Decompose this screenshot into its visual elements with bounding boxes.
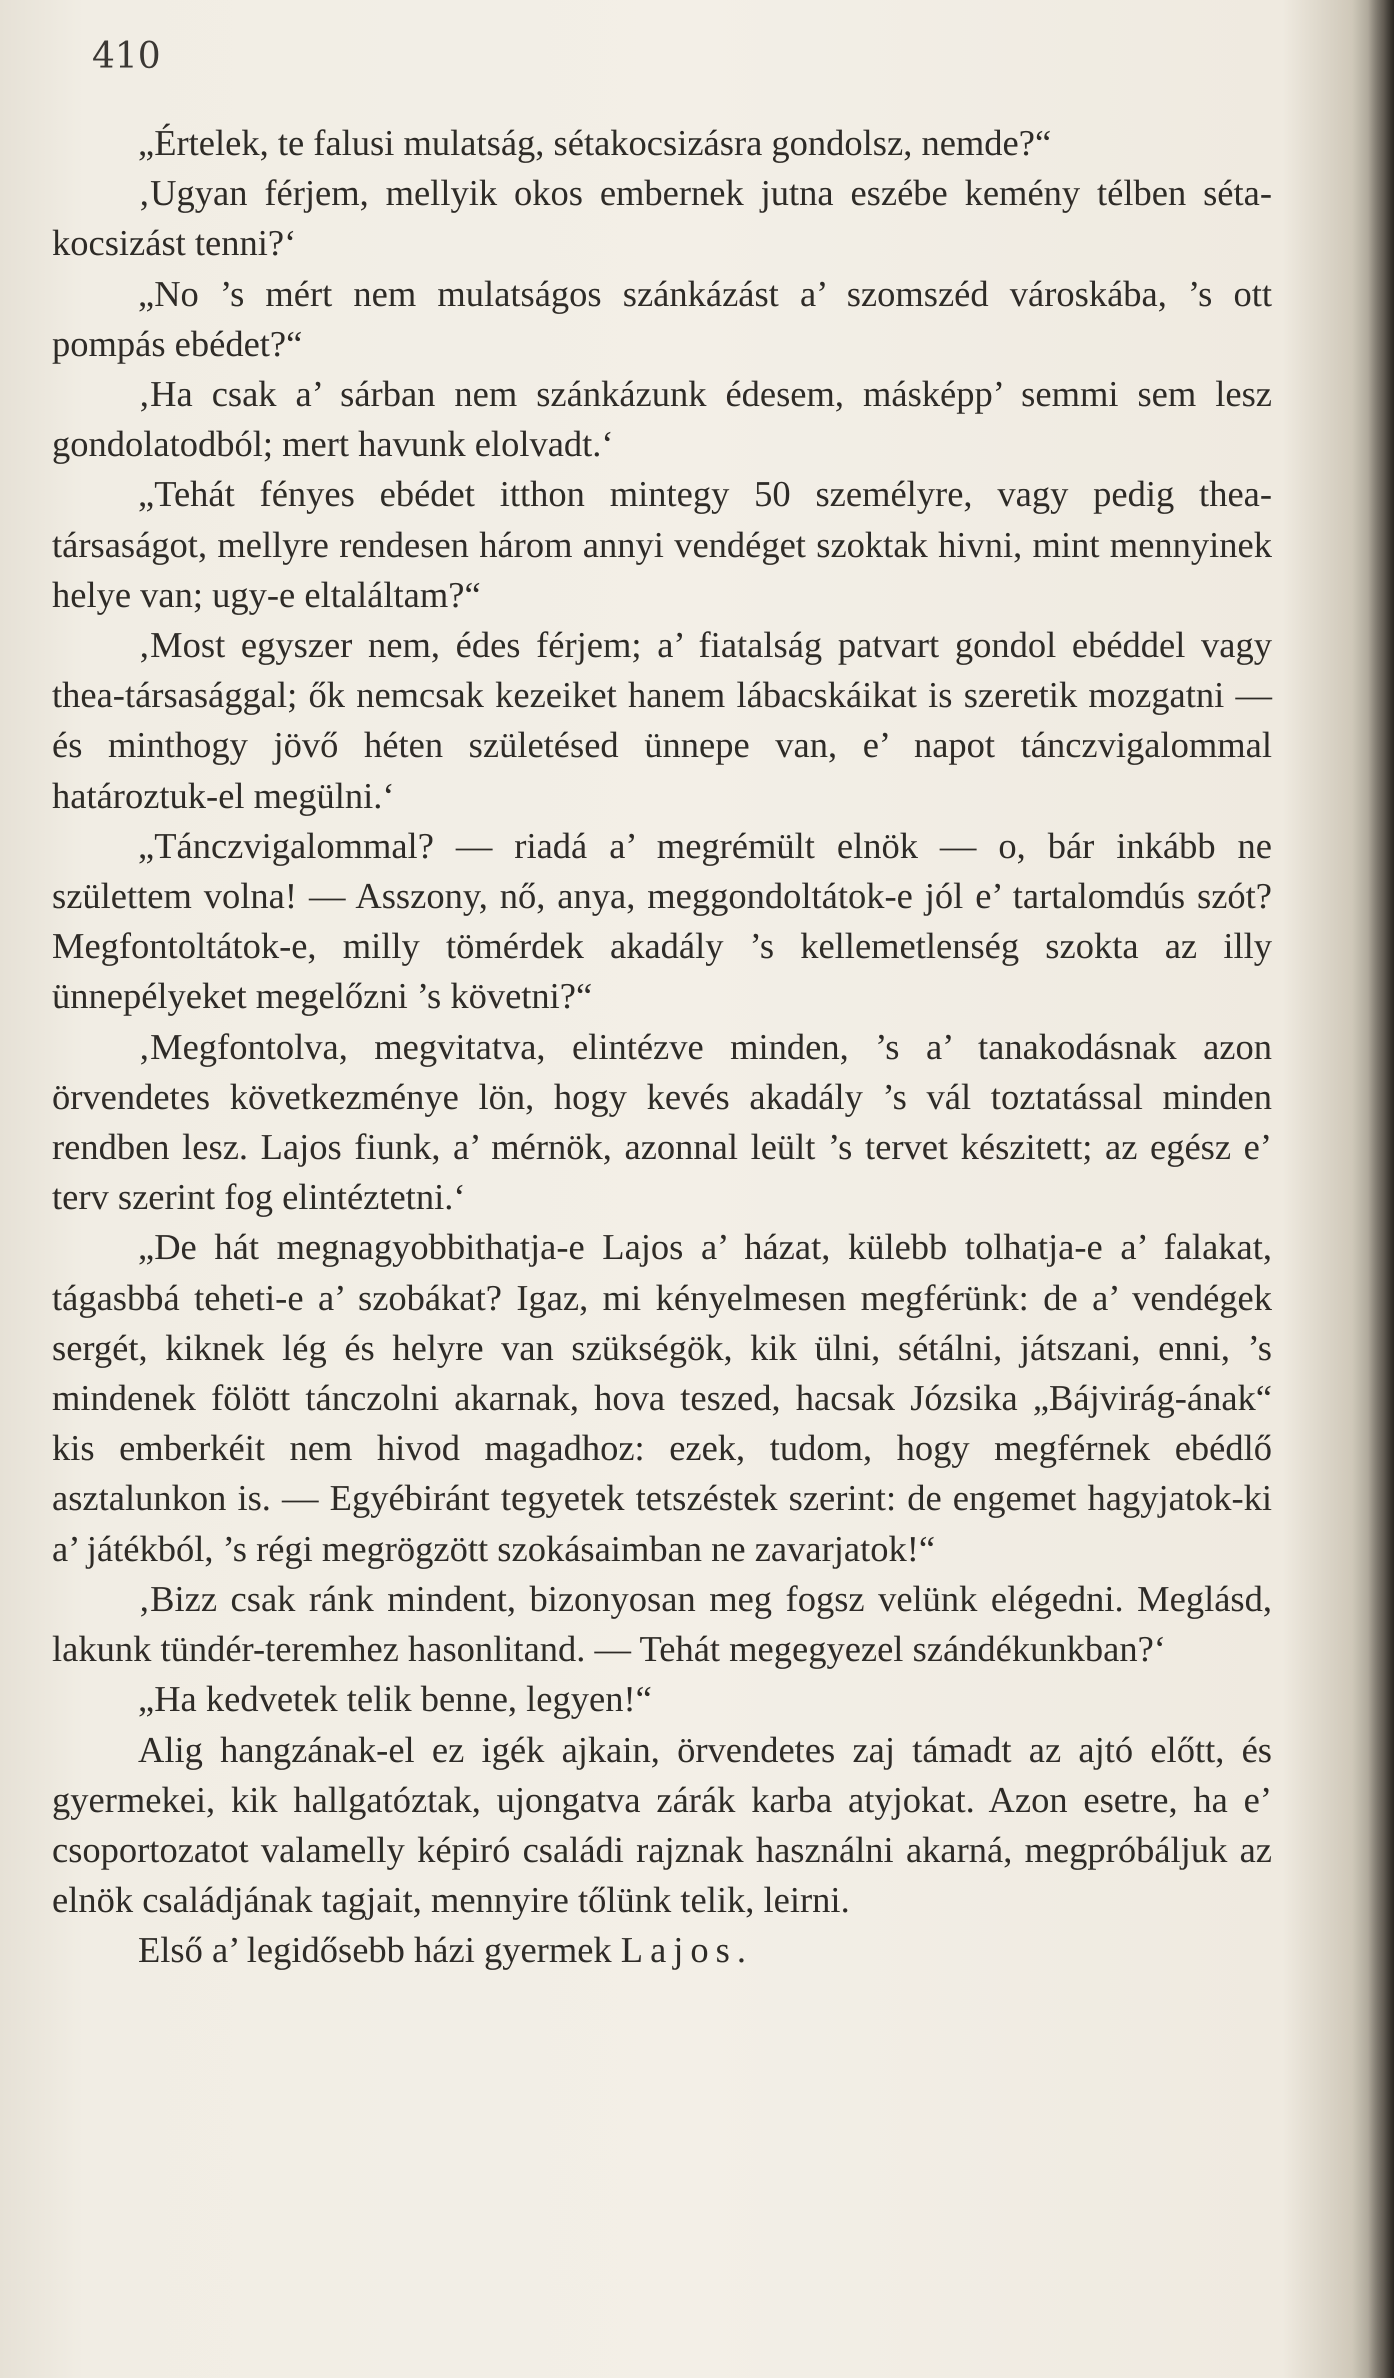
paragraph-3: „No ’s mért nem mulatságos szánkázást a’ szomszéd városkába, ’s ott pompás ebédet?“ [52, 272, 1272, 364]
paragraph-2: ‚Ugyan férjem, mellyik okos embernek jutna eszébe kemény télben séta-kocsizást tenni?‘ [52, 172, 1272, 264]
paragraph-12: Alig hangzának-el ez igék ajkain, örvendetes zaj támadt az ajtó előtt, és gyermekei, kik hallgatóztak, ujongatva zárák karba atyjokat. Azon esetre, ha e’ csoportozatot valamelly képiró családi rajznak használni akarná, megpróbáljuk az elnök családjának tagjait, mennyire tőlünk telik, leirni. [52, 1728, 1272, 1921]
paragraph-6: ‚Most egyszer nem, édes férjem; a’ fiatalság patvart gondol ebéddel vagy thea-társasággal; ők nemcsak kezeiket hanem lábacskáikat is szeretik mozgatni — és minthogy jövő héten születésed ünnepe van, e’ napot tánczvigalommal határoztuk-el megülni.‘ [52, 624, 1272, 816]
paragraph-10: ‚Bizz csak ránk mindent, bizonyosan meg fogsz velünk elégedni. Meglásd, lakunk tündér-teremhez hasonlitand. — Tehát megegyezel szándékunkban?‘ [52, 1577, 1272, 1670]
page-edge-shadow [1368, 0, 1394, 2378]
paragraph-7: „Tánczvigalommal? — riadá a’ megrémült elnök — o, bár inkább ne születtem volna! — Asszony, nő, anya, meggondoltátok-e jól e’ tartalomdús szót? Megfontoltátok-e, milly tömérdek akadály ’s kellemetlenség szokta az illy ünnepélyeket megelőzni ’s követni?“ [52, 824, 1272, 1017]
paragraph-13 [52, 1925, 1272, 1975]
last-line-text: Első a’ legidősebb házi gyermek [138, 1929, 621, 1971]
paragraph-5: „Tehát fényes ebédet itthon mintegy 50 személyre, vagy pedig thea-társaságot, mellyre rendesen három annyi vendéget szoktak hivni, mint mennyinek helye van; ugy-e eltaláltam?“ [52, 473, 1272, 615]
paragraph-11: „Ha kedvetek telik benne, legyen!“ [138, 1678, 652, 1720]
paragraph-1: „Értelek, te falusi mulatság, sétakocsizásra gondolsz, nemde?“ [138, 122, 1052, 163]
paragraph-9: „De hát megnagyobbithatja-e Lajos a’ házat, külebb tolhatja-e a’ falakat, tágasbbá teheti-e a’ szobákat? Igaz, mi kényelmesen megférünk: de a’ vendégek sergét, kiknek lég és helyre van szükségök, kik ülni, sétálni, játszani, enni, ’s mindenek fölött tánczolni akarnak, hova teszed, hacsak Józsika „Bájvirág-ának“ kis emberkéit nem hivod magadhoz: ezek, tudom, hogy megférnek ebédlő asztalunkon is. — Egyébiránt tegyetek tetszéstek szerint: de engemet hagyjatok-ki a’ játékból, ’s régi megrögzött szokásaimban ne zavarjatok!“ [52, 1226, 1272, 1569]
spaced-name: Lajos. [620, 1929, 754, 1971]
page-number: 410 [92, 36, 161, 77]
paragraph-4: ‚Ha csak a’ sárban nem szánkázunk édesem, másképp’ semmi sem lesz gondolatodból; mert havunk elolvadt.‘ [52, 373, 1272, 465]
body-text [52, 118, 1272, 1976]
paragraph-8: ‚Megfontolva, megvitatva, elintézve minden, ’s a’ tanakodásnak azon örvendetes következménye lön, hogy kevés akadály ’s vál toztatással minden rendben lesz. Lajos fiunk, a’ mérnök, azonnal leült ’s tervet készitett; az egész e’ terv szerint fog elintéztetni.‘ [52, 1025, 1272, 1218]
